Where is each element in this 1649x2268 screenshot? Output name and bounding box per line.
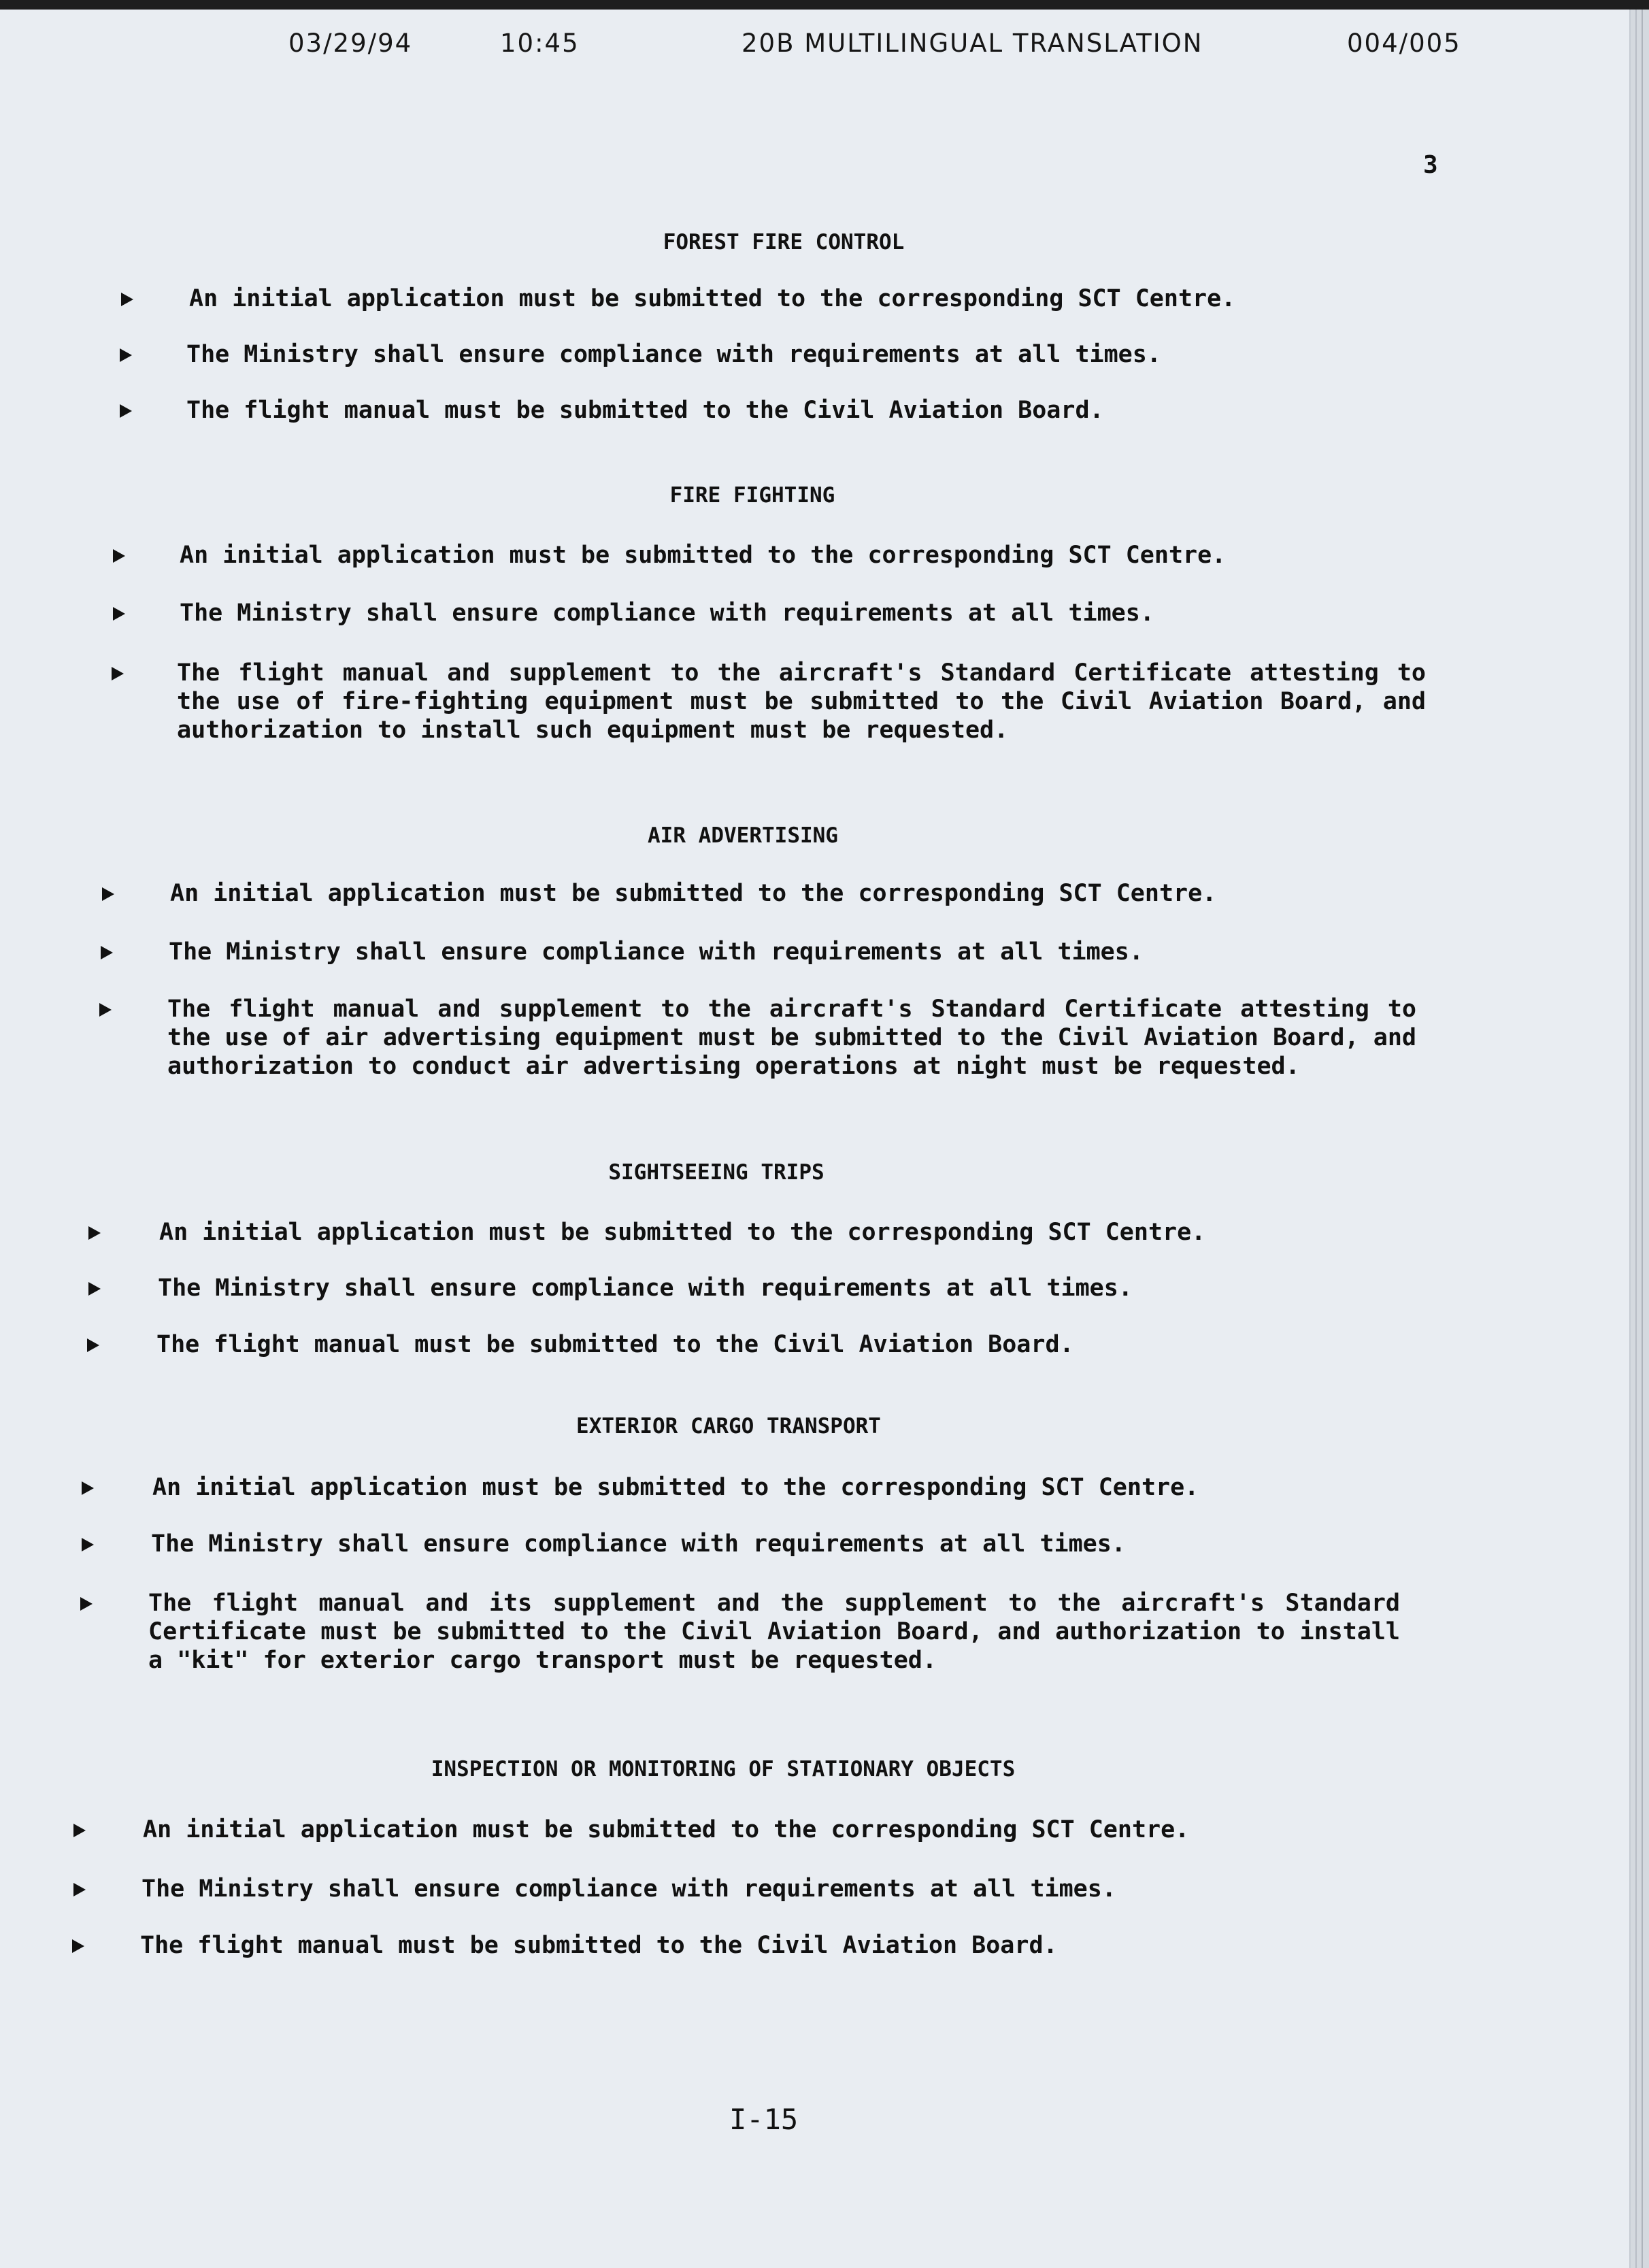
triangle-bullet-icon — [87, 1338, 99, 1352]
triangle-bullet-icon — [120, 404, 132, 418]
item-text: The Ministry shall ensure compliance with requirements at all times. — [158, 1275, 1133, 1302]
item-text: The flight manual must be submitted to the Civil Aviation Board. — [156, 1331, 1074, 1358]
section-title: SIGHTSEEING TRIPS — [608, 1160, 824, 1185]
section-title: EXTERIOR CARGO TRANSPORT — [576, 1414, 881, 1439]
item-text: The Ministry shall ensure compliance with requirements at all times. — [186, 341, 1161, 368]
item-text: The flight manual must be submitted to the Civil Aviation Board. — [140, 1932, 1058, 1959]
item-text: An initial application must be submitted to the corresponding SCT Centre. — [159, 1219, 1206, 1246]
item-text: An initial application must be submitted to the corresponding SCT Centre. — [189, 285, 1236, 312]
triangle-bullet-icon — [113, 549, 125, 563]
item-text: The Ministry shall ensure compliance with requirements at all times. — [151, 1530, 1126, 1558]
fax-time: 10:45 — [500, 29, 580, 58]
item-text: The Ministry shall ensure compliance with requirements at all times. — [180, 599, 1154, 627]
item-text: The flight manual and supplement to the aircraft's Standard Certificate attesting to the use of air advertising equipment must be submitted to the Civil Aviation Board, and authorization to conduct air advertising operations at night must be requested. — [167, 996, 1416, 1080]
triangle-bullet-icon — [73, 1824, 86, 1837]
triangle-bullet-icon — [72, 1939, 84, 1953]
item-text: An initial application must be submitted to the corresponding SCT Centre. — [143, 1816, 1190, 1843]
page-edge — [1635, 10, 1637, 2268]
triangle-bullet-icon — [82, 1538, 94, 1551]
scanner-top-edge — [0, 0, 1649, 10]
triangle-bullet-icon — [88, 1226, 101, 1240]
item-text: An initial application must be submitted to the corresponding SCT Centre. — [152, 1474, 1199, 1501]
item-text: The flight manual and its supplement and the supplement to the aircraft's Standard Certificate must be submitted to the Civil Aviation Board, and authorization to install a "kit" for exterior cargo transport must be requested. — [148, 1590, 1400, 1674]
item-text: An initial application must be submitted to the corresponding SCT Centre. — [170, 880, 1217, 907]
page-number: 3 — [1423, 151, 1438, 179]
triangle-bullet-icon — [101, 946, 113, 959]
fax-page-counter: 004/005 — [1347, 29, 1461, 58]
triangle-bullet-icon — [82, 1481, 94, 1495]
triangle-bullet-icon — [112, 667, 124, 680]
triangle-bullet-icon — [88, 1282, 101, 1296]
section-title: FOREST FIRE CONTROL — [663, 230, 905, 254]
triangle-bullet-icon — [102, 887, 114, 901]
triangle-bullet-icon — [99, 1003, 112, 1017]
fax-header — [0, 29, 1629, 69]
fax-date: 03/29/94 — [288, 29, 413, 58]
page-edge — [1642, 10, 1643, 2268]
triangle-bullet-icon — [113, 607, 125, 621]
triangle-bullet-icon — [121, 293, 133, 306]
triangle-bullet-icon — [120, 348, 132, 362]
section-title: INSPECTION OR MONITORING OF STATIONARY OBJECTS — [431, 1757, 1016, 1781]
item-text: The Ministry shall ensure compliance with requirements at all times. — [169, 938, 1144, 966]
page-edge — [1629, 10, 1631, 2268]
item-text: The flight manual and supplement to the aircraft's Standard Certificate attesting to the use of fire-fighting equipment must be submitted to the Civil Aviation Board, and authorization to install such equipment must be requested. — [177, 659, 1426, 744]
triangle-bullet-icon — [80, 1597, 93, 1611]
section-title: FIRE FIGHTING — [669, 483, 835, 508]
fax-sender: 20B MULTILINGUAL TRANSLATION — [742, 29, 1203, 58]
item-text: The flight manual must be submitted to the Civil Aviation Board. — [186, 397, 1104, 424]
triangle-bullet-icon — [73, 1883, 86, 1896]
page-footer: I-15 — [729, 2103, 799, 2136]
section-title: AIR ADVERTISING — [648, 823, 838, 848]
item-text: An initial application must be submitted to the corresponding SCT Centre. — [180, 542, 1227, 569]
item-text: The Ministry shall ensure compliance with requirements at all times. — [141, 1875, 1116, 1903]
